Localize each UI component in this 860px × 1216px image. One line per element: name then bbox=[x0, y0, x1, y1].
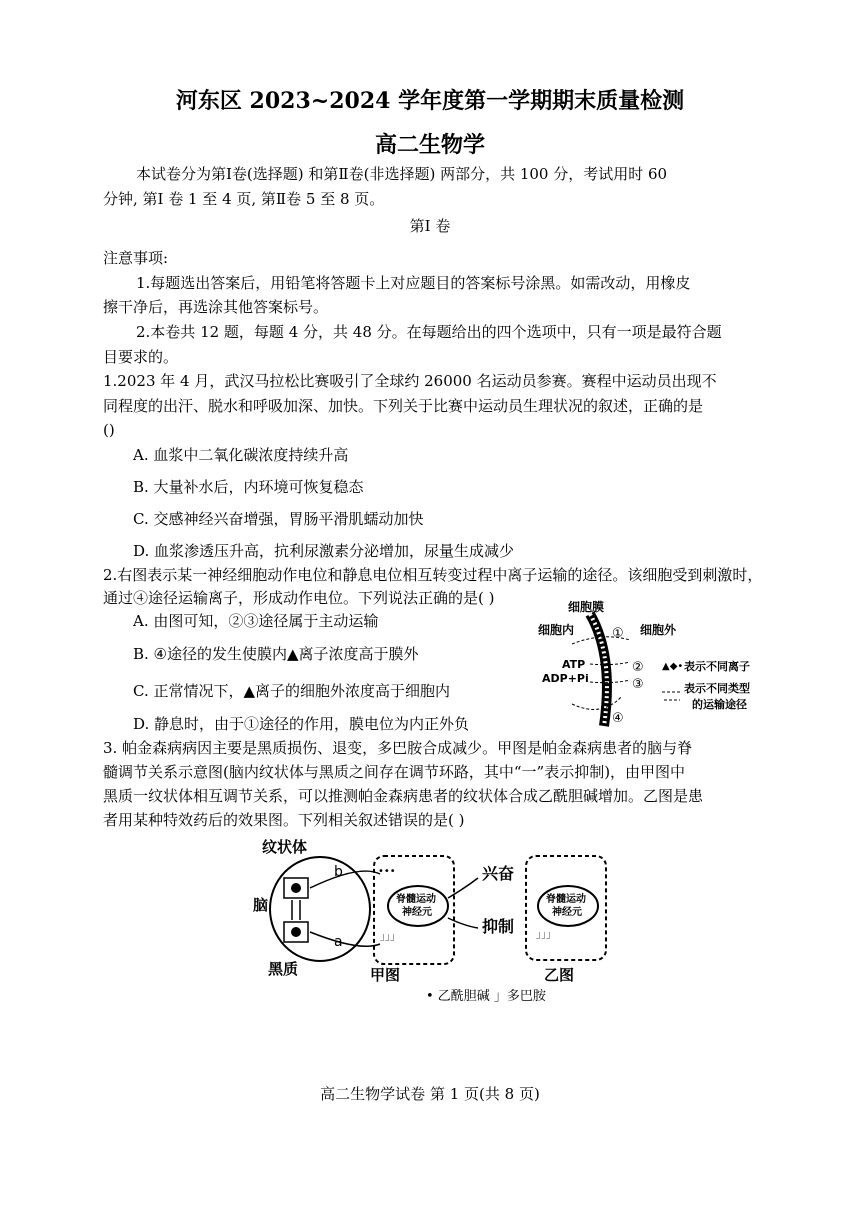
notes-heading: 注意事项: bbox=[103, 249, 169, 267]
note-1-line-1: 1.每题选出答案后，用铅笔将答题卡上对应题目的答案标号涂黑。如需改动，用橡皮 bbox=[136, 274, 691, 292]
q1-option-b: B. 大量补水后，内环境可恢复稳态 bbox=[133, 478, 364, 496]
q1-option-a: A. 血浆中二氧化碳浓度持续升高 bbox=[133, 446, 349, 464]
q2-option-a: A. 由图可知，②③途径属于主动运输 bbox=[133, 612, 379, 630]
q1-stem-line-1: 1.2023 年 4 月，武汉马拉松比赛吸引了全球约 26000 名运动员参赛。赛程中运动员出现不 bbox=[103, 372, 717, 390]
q2-option-c: C. 正常情况下，▲离子的细胞外浓度高于细胞内 bbox=[133, 682, 451, 700]
yi-neuron-line-2: 神经元 bbox=[552, 907, 582, 918]
q1-option-d: D. 血浆渗透压升高，抗利尿激素分泌增加，尿量生成减少 bbox=[133, 542, 515, 560]
fig-num-4: ④ bbox=[612, 711, 624, 726]
fig-inside-label: 细胞内 bbox=[538, 623, 575, 637]
q3-stem-line-2: 髓调节关系示意图(脑内纹状体与黑质之间存在调节环路，其中“一”表示抑制)，由甲图中 bbox=[103, 763, 686, 781]
jia-motor-neuron bbox=[388, 886, 448, 926]
q1-stem-line-3: () bbox=[103, 421, 115, 439]
inhibit-label: 抑制 bbox=[482, 917, 515, 936]
q1-option-c: C. 交感神经兴奋增强，胃肠平滑肌蠕动加快 bbox=[133, 510, 424, 528]
fig-yi-label: 乙图 bbox=[544, 966, 575, 984]
intro-line-1: 本试卷分为第Ⅰ卷(选择题) 和第Ⅱ卷(非选择题) 两部分，共 100 分，考试用时 60 bbox=[136, 165, 668, 183]
fig-num-1: ① bbox=[612, 626, 624, 641]
jia-dots: ••• bbox=[378, 866, 396, 877]
pathway-a-label: a bbox=[334, 934, 343, 950]
striatum-neuron bbox=[291, 883, 301, 893]
excite-label: 兴奋 bbox=[482, 864, 515, 883]
jia-ticks: 」」」 bbox=[380, 932, 400, 943]
fig-brain-label: 脑 bbox=[253, 896, 269, 914]
subject-title: 高二生物学 bbox=[374, 132, 485, 158]
yi-motor-neuron bbox=[538, 886, 598, 926]
q2-stem-line-2: 通过④途径运输离子，形成动作电位。下列说法正确的是( ) bbox=[103, 589, 495, 607]
fig-striatum-label: 纹状体 bbox=[262, 838, 308, 856]
membrane-transport-figure bbox=[532, 596, 792, 736]
page-footer: 高二生物学试卷 第 1 页(共 8 页) bbox=[320, 1085, 540, 1103]
q3-stem-line-4: 者用某种特效药后的效果图。下列相关叙述错误的是( ) bbox=[103, 811, 465, 829]
volume-heading: 第Ⅰ 卷 bbox=[409, 217, 451, 235]
note-1-line-2: 擦干净后，再选涂其他答案标号。 bbox=[103, 298, 329, 316]
fig-adp: ADP+Pi bbox=[542, 672, 589, 685]
q1-stem-line-2: 同程度的出汗、脱水和呼吸加深、加快。下列关于比赛中运动员生理状况的叙述，正确的是 bbox=[103, 397, 704, 415]
jia-neuron-line-1: 脊髓运动 bbox=[396, 894, 436, 905]
fig-jia-label: 甲图 bbox=[370, 966, 401, 984]
exam-title: 河东区 2023~2024 学年度第一学期期末质量检测 bbox=[175, 88, 685, 114]
yi-ticks: 」」」 bbox=[536, 930, 556, 941]
fig-num-2: ② bbox=[632, 660, 644, 675]
note-2-line-1: 2.本卷共 12 题，每题 4 分，共 48 分。在每题给出的四个选项中，只有一项是最符合题 bbox=[136, 323, 722, 341]
fig-substantia-label: 黑质 bbox=[268, 960, 299, 978]
q2-option-b: B. ④途径的发生使膜内▲离子浓度高于膜外 bbox=[133, 645, 419, 663]
pathway-4-arrow bbox=[572, 696, 622, 709]
note-2-line-2: 目要求的。 bbox=[103, 348, 179, 366]
legend-path-line-2: 的运输途径 bbox=[692, 698, 747, 711]
fig3-legend: • 乙酰胆碱 」多巴胺 bbox=[426, 989, 546, 1004]
pathway-b-label: b bbox=[334, 864, 343, 880]
legend-path-symbol bbox=[662, 692, 680, 700]
q3-stem-line-3: 黑质一纹状体相互调节关系，可以推测帕金森病患者的纹状体合成乙酰胆碱增加。乙图是患 bbox=[103, 787, 704, 805]
jia-neuron-line-2: 神经元 bbox=[402, 907, 432, 918]
brain-spinal-figure bbox=[250, 834, 620, 989]
q2-option-d: D. 静息时，由于①途径的作用，膜电位为内正外负 bbox=[133, 715, 470, 733]
inhibit-arrow bbox=[448, 918, 478, 928]
substantia-neuron bbox=[291, 927, 301, 937]
intro-line-2: 分钟, 第Ⅰ 卷 1 至 4 页, 第Ⅱ卷 5 至 8 页。 bbox=[103, 190, 385, 208]
legend-path-line-1: 表示不同类型 bbox=[684, 682, 750, 695]
fig-num-3: ③ bbox=[632, 677, 644, 692]
legend-ion-symbols: ▲◆• bbox=[662, 661, 684, 672]
fig-outside-label: 细胞外 bbox=[640, 623, 677, 637]
excite-arrow bbox=[448, 878, 478, 898]
q3-stem-line-1: 3. 帕金森病病因主要是黑质损伤、退变，多巴胺合成减少。甲图是帕金森病患者的脑与脊 bbox=[103, 739, 693, 757]
loop-arrows bbox=[292, 900, 300, 920]
legend-ions: 表示不同离子 bbox=[684, 660, 750, 673]
yi-neuron-line-1: 脊髓运动 bbox=[546, 894, 586, 905]
q2-stem-line-1: 2.右图表示某一神经细胞动作电位和静息电位相互转变过程中离子运输的途径。该细胞受到刺激时， bbox=[103, 566, 763, 584]
fig-atp: ATP bbox=[562, 658, 586, 671]
fig-membrane-label: 细胞膜 bbox=[568, 600, 605, 614]
